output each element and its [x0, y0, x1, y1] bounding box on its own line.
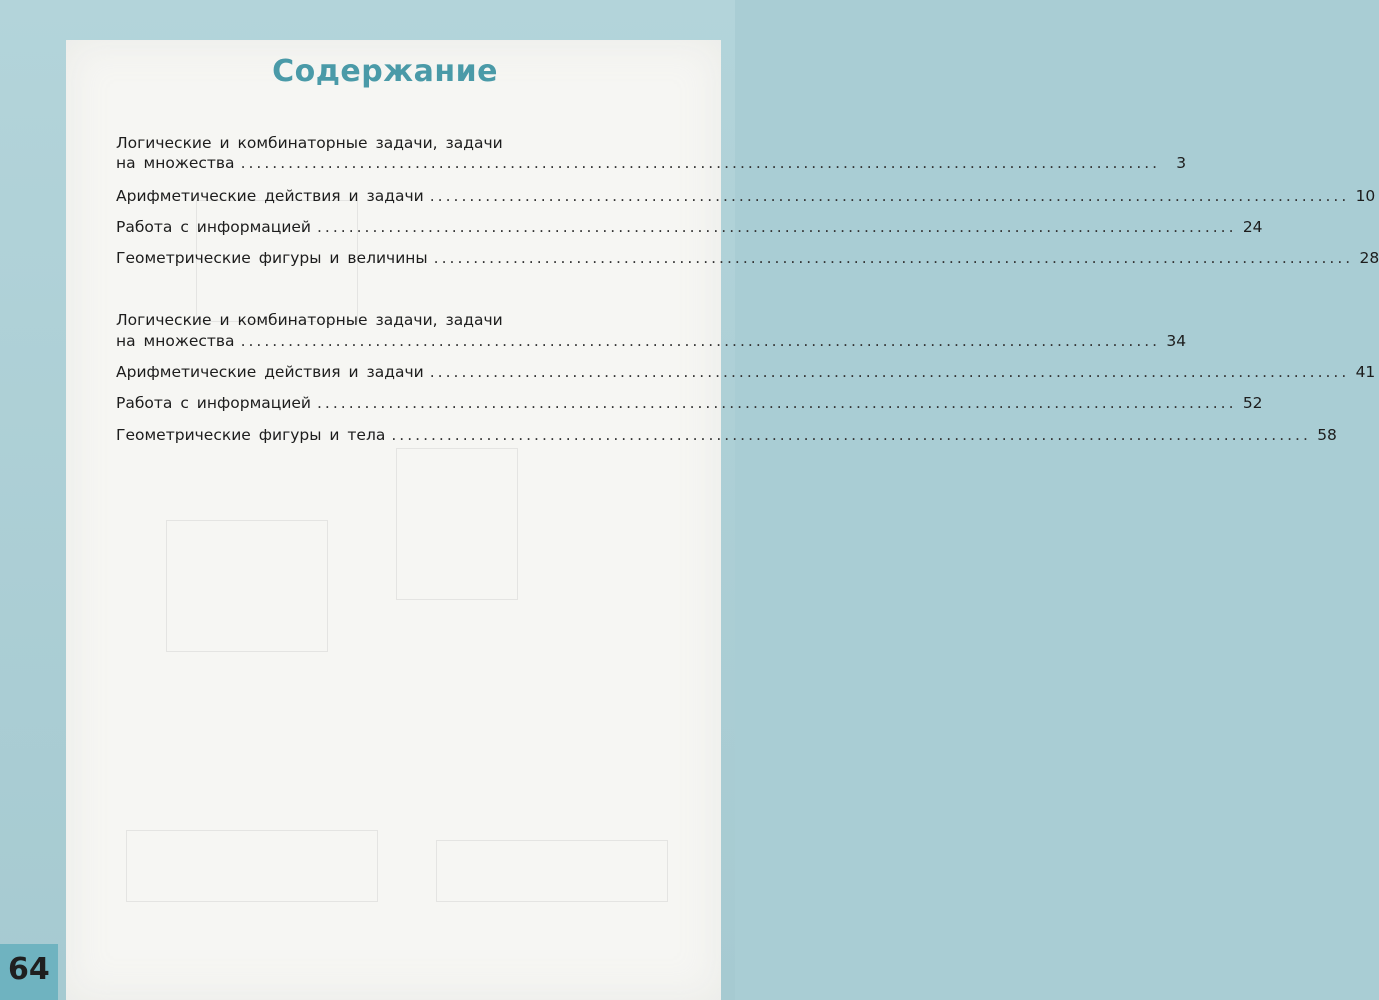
toc-entry-text: Геометрические фигуры и величины — [116, 249, 428, 267]
toc-page-number: 24 — [1242, 218, 1263, 236]
toc-leader-dots: .................................................................................................................... — [240, 332, 1161, 350]
toc-entry — [116, 154, 1187, 176]
toc-entry — [116, 363, 1376, 385]
toc-leader-dots: .................................................................................................................... — [240, 154, 1161, 172]
toc-entry — [116, 249, 1379, 271]
toc-page-number: 41 — [1355, 363, 1376, 381]
toc-entry-line1: Логические и комбинаторные задачи, задачи — [116, 134, 503, 152]
bleed-through-box — [126, 830, 378, 902]
toc-leader-dots: .................................................................................................................... — [391, 426, 1311, 444]
toc-entry-line1: Логические и комбинаторные задачи, задачи — [116, 311, 503, 329]
toc-entry-text: Работа с информацией — [116, 394, 311, 412]
page-number: 64 — [8, 952, 50, 987]
toc-entry — [116, 394, 1263, 416]
toc-page-number: 58 — [1317, 426, 1337, 444]
toc-entry-line2: на множества — [116, 332, 235, 350]
toc-entry-text: Геометрические фигуры и тела — [116, 426, 386, 444]
bleed-through-box — [396, 448, 518, 600]
toc-entry-line2: на множества — [116, 154, 235, 172]
toc-entry-text: Арифметические действия и задачи — [116, 363, 424, 381]
toc-entry-text: Работа с информацией — [116, 218, 311, 236]
bleed-through-box — [166, 520, 328, 652]
toc-entry — [116, 426, 1337, 448]
toc-page-number: 28 — [1359, 249, 1379, 267]
toc-leader-dots: .................................................................................................................... — [433, 249, 1354, 267]
paper-page — [66, 40, 721, 1000]
toc-entry — [116, 332, 1187, 354]
toc-entry — [116, 218, 1263, 240]
toc-page-number: 52 — [1242, 394, 1263, 412]
toc-leader-dots: .................................................................................................................... — [429, 363, 1350, 381]
toc-page-number: 34 — [1166, 332, 1187, 350]
toc-entry-text: Арифметические действия и задачи — [116, 187, 424, 205]
toc-entry — [116, 187, 1376, 209]
page-title: Содержание — [272, 54, 498, 89]
toc-leader-dots: .................................................................................................................... — [429, 187, 1350, 205]
toc-page-number: 10 — [1355, 187, 1376, 205]
toc-leader-dots: .................................................................................................................... — [317, 218, 1237, 236]
toc-page-number: 3 — [1176, 154, 1187, 172]
toc-leader-dots: .................................................................................................................... — [317, 394, 1237, 412]
bleed-through-box — [436, 840, 668, 902]
